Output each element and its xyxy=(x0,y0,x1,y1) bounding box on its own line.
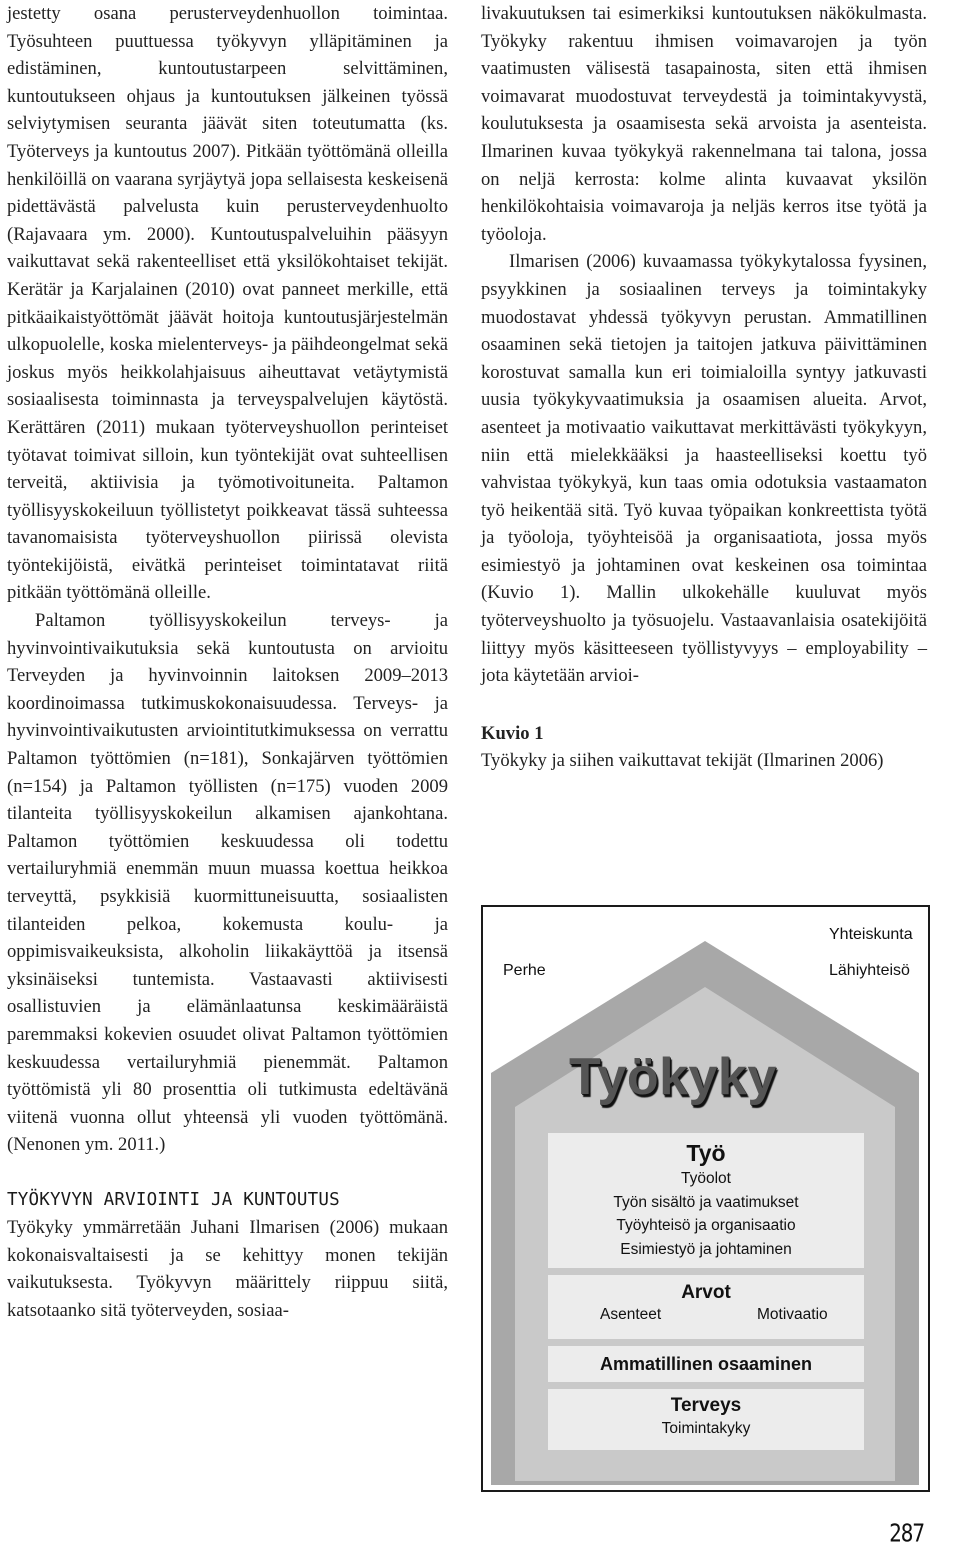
section-heading: TYÖKYVYN ARVIOINTI JA KUNTOUTUS xyxy=(7,1189,340,1210)
floor-item: Työolot xyxy=(681,1170,731,1187)
floor-item: Työn sisältö ja vaatimukset xyxy=(613,1193,799,1211)
floor-item: Toimintakyky xyxy=(661,1420,751,1437)
floor-title: Työ xyxy=(686,1140,726,1166)
body-paragraph: livakuutuksen tai esimerkiksi kuntoutuksen näkökulmasta. Työkyky rakentuu ihmisen voimavarojen ja työn vaatimusten välisestä tasapainosta, siten että ihmisen voimavarat muodostuvat terveydestä ja toimintakyvystä, koulutuksesta ja osaamisesta sekä arvoista ja asenteista. Ilmarinen kuvaa työkykyä rakennelmana tai talona, jossa on neljä kerrosta: kolme alinta kuvaavat yksilön henkilökohtaisia voimavaroja ja neljäs kerros itse työtä ja työoloja. xyxy=(481,3,927,245)
right-column xyxy=(481,0,927,775)
body-paragraph: jestetty osana perusterveydenhuollon toimintaa. Työsuhteen puuttuessa työkyvyn ylläpitäminen ja edistäminen, kuntoutustarpeen selvittäminen, kuntoutukseen ohjaus ja kuntoutuksen jälkeinen työssä selviytymisen seuranta jäävät siten toteutumatta (ks. Työterveys ja kuntoutus 2007). Pitkään työttömänä olleilla henkilöillä on vaarana syrjäytyä jopa sellaisesta keskeisenä pidettävästä palvelusta kuin perusterveydenhuolto (Rajavaara ym. 2000). Kuntoutuspalveluihin pääsyyn vaikuttavat sekä rakenteelliset että yksilökohtaiset tekijät. Kerätär ja Karjalainen (2010) ovat panneet merkille, että pitkäaikaistyöttömät jäävät hoitoja kuntoutusjärjestelmän ulkopuolelle, koska mielenterveys- ja päihdeongelmat sekä joskus myös heikkolahjaisuus aiheuttavat vetäytymistä sosiaalisesta toiminnasta ja terveyspalvelujen käytöstä. Kerättären (2011) mukaan työterveyshuollon perinteiset työtavat toimivat silloin, kun työntekijät ovat suhteellisen terveitä, aktiivisia ja työmotivoituneita. Paltamon työllisyyskokeiluun työllistetyt poikkeavat tässä suhteessa tavanomaisista työterveyshuollon piirissä olevista työntekijöistä, eivätkä perinteiset toimintatavat riitä pitkään työttömänä olleille. xyxy=(7,3,448,604)
page-number: 287 xyxy=(889,1518,924,1547)
floor-title: Arvot xyxy=(681,1282,731,1303)
perhe-label: Perhe xyxy=(503,962,546,979)
body-paragraph: Paltamon työllisyyskokeilun terveys- ja hyvinvointivaikutuksia sekä kuntoutusta on arvioitu Terveyden ja hyvinvoinnin laitoksen 2009–2013 koordinoimassa tutkimuskokonaisuudessa. Terveys- ja hyvinvointivaikutusten arviointitutkimuksessa on verrattu Paltamon työttömien (n=181), Sonkajärven työttömien (n=154) ja Paltamon työllisten (n=175) vuoden 2009 tilanteita työllisyyskokeilun alkamisen ajankohtana. Paltamon työttömien keskuudessa oli todettu vertailuryhmiä enemmän muun muassa koettua heikkoa terveyttä, psykkisiä kuormittuneisuutta, sosiaalisten tilanteiden pelkoa, kokemusta koulu- ja oppimisvaikeuksista, alkoholin liikakäyttöä ja itsensä yksinäiseksi tuntemista. Vastaavasti aktiivisesti osallistuvien ja elämänlaatunsa keskimääräistä paremmaksi kokevien osuudet olivat Paltamon työttömien keskuudessa vertailuryhmiä pienemmät. Paltamon työttömistä yli 80 prosenttia oli tutkimusta edeltävänä viitenä vuonna ollut yhteensä yli vuoden työttömänä. (Nenonen ym. 2011.) xyxy=(7,610,448,1156)
floor-ammatillinen-osaaminen xyxy=(548,1352,864,1376)
floor-title: Ammatillinen osaaminen xyxy=(599,1354,813,1374)
work-ability-house-figure xyxy=(481,905,930,1492)
lahiyhteiso-label: Lähiyhteisö xyxy=(829,962,910,979)
figure-caption: Työkyky ja siihen vaikuttavat tekijät (Ilmarinen 2006) xyxy=(481,750,884,772)
floor-tyo xyxy=(548,1139,864,1261)
floor-title: Terveys xyxy=(670,1395,742,1416)
left-column xyxy=(7,0,448,1324)
floor-item: Esimiestyö ja johtaminen xyxy=(620,1240,792,1258)
roof-title-tyokyky: Työkyky xyxy=(569,1048,777,1106)
floor-arvot xyxy=(548,1281,864,1305)
yhteiskunta-label: Yhteiskunta xyxy=(829,926,913,943)
body-paragraph: Ilmarisen (2006) kuvaamassa työkykytalossa fyysinen, psyykkinen ja sosiaalinen terveys ja toimintakyky muodostavat yhdessä työkyvyn perustan. Ammatillinen osaaminen sekä tietojen ja taitojen jatkuva päivittäminen korostuvat samalla kun eri toimialoilla syntyy jatkuvasti uusia työkykyvaatimuksia ja osaamisen alueita. Arvot, asenteet ja motivaatio vaikuttavat merkittävästi työkykyyn, niin että mielekkääksi ja haasteelliseksi koettu työ vahvistaa työkykyä, kun taas omia odotuksia vastaamaton työ heikentää sitä. Työ kuvaa työpaikan konkreettista työtä ja työoloja, työyhteisöä ja organisaatiota, jossa myös esimiestyö ja johtaminen ovat keskeinen osa toimintaa (Kuvio 1). Mallin ulkokehälle kuuluvat myös työterveyshuolto ja työsuojelu. Vastaavanlaisia osatekijöitä liittyy myös käsitteeseen työllistyvyys – employability – jota käytetään arvioi- xyxy=(481,251,927,687)
floor-terveys xyxy=(548,1394,864,1440)
floor-item: Työyhteisö ja organisaatio xyxy=(616,1217,796,1234)
floor-item-asenteet: Asenteet xyxy=(600,1306,662,1323)
figure-label: Kuvio 1 xyxy=(481,722,544,744)
body-paragraph: Työkyky ymmärretään Juhani Ilmarisen (2006) mukaan kokonaisvaltaisesti ja se kehittyy monen tekijän vaikutuksesta. Työkyvyn määrittely riippuu siitä, katsotaanko sitä työterveyden, sosiaa- xyxy=(7,1216,448,1321)
floor-item-motivaatio: Motivaatio xyxy=(757,1306,828,1323)
